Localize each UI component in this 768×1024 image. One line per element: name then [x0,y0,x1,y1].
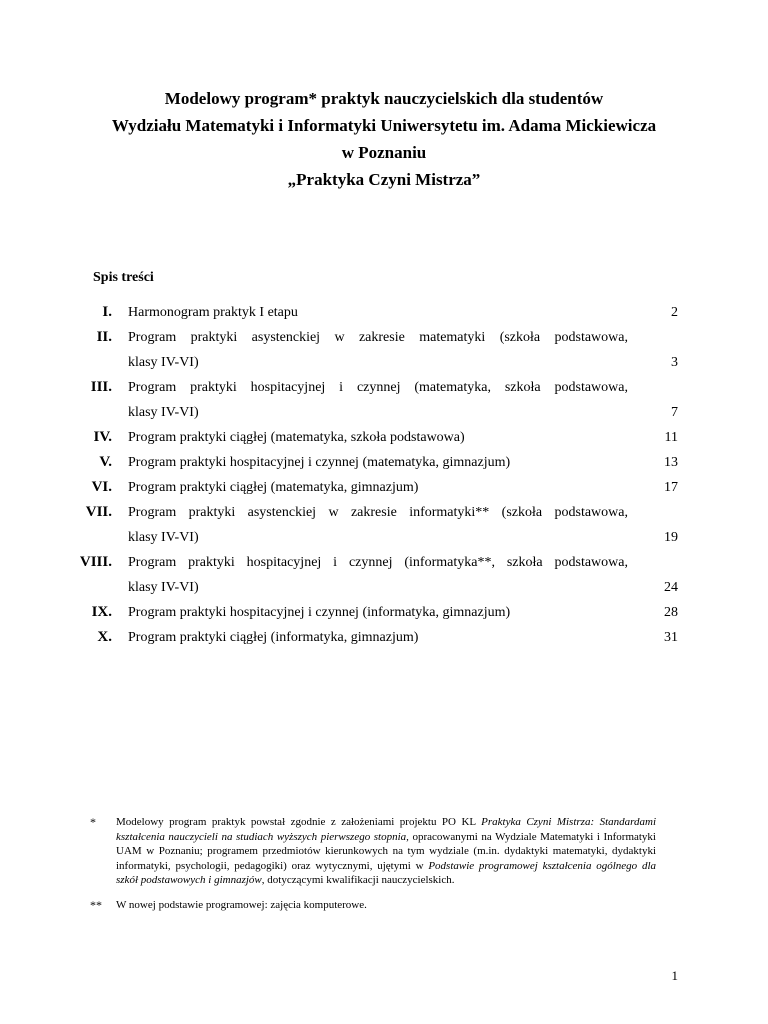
toc-entry-number: VIII. [79,554,112,570]
toc-entry-page: 2 [671,305,678,320]
toc-entry-text [128,500,628,550]
toc-entry-number: III. [90,379,112,395]
toc-entry-line: Program praktyki asystenckiej w zakresie informatyki** (szkoła podstawowa, [128,505,628,520]
footnote-1-italic-2: Podstawie programowej kształcenia ogólnego dla szkół podstawowych i gimnazjów [116,859,656,886]
toc-entry-line: klasy IV-VI) [128,405,199,420]
toc-entry-page: 19 [664,530,678,545]
toc-entry-text [128,300,628,325]
toc-entry-page: 31 [664,630,678,645]
toc-entry-number: I. [102,304,112,320]
title-line-3: w Poznaniu [341,143,427,162]
toc-entry-line: Program praktyki ciągłej (informatyka, gimnazjum) [128,630,419,645]
toc-entry-text [128,325,628,375]
toc-entry-number: X. [97,629,112,645]
toc-entry-text [128,600,628,625]
footnote-1-text [116,815,656,888]
footnote-1-part-1: Modelowy program praktyk powstał zgodnie z założeniami projektu PO KL [116,816,482,828]
toc-entry-line: klasy IV-VI) [128,355,199,370]
toc-entry-number: VII. [85,504,112,520]
toc-entry-line: Program praktyki ciągłej (matematyka, szkoła podstawowa) [128,430,465,445]
toc-entry [60,300,680,325]
toc-entry-page: 11 [664,430,678,445]
title-line-2: Wydziału Matematyki i Informatyki Uniwersytetu im. Adama Mickiewicza [111,116,657,135]
toc-entry-line: Program praktyki hospitacyjnej i czynnej (matematyka, gimnazjum) [128,455,511,470]
toc-entry [60,625,680,650]
toc-entry-line: klasy IV-VI) [128,580,199,595]
toc-entry-text [128,450,628,475]
footnote-2 [90,898,656,913]
toc-entry-page: 13 [664,455,678,470]
page-number: 1 [671,968,678,983]
toc-entry-text [128,475,628,500]
toc-entry-number: V. [99,454,112,470]
toc-entry [60,600,680,625]
toc-entry-text [128,425,628,450]
toc-entry [60,325,680,375]
toc-entry-number: VI. [91,479,112,495]
toc-entry-line: Harmonogram praktyk I etapu [128,305,298,320]
toc-entry [60,500,680,550]
toc-entry-text [128,625,628,650]
toc-entry [60,450,680,475]
toc-entry-line: Program praktyki hospitacyjnej i czynnej (matematyka, szkoła podstawowa, [128,380,628,395]
footnote-1-italic-1: Praktyka Czyni Mistrza: Standardami kształcenia nauczycieli na studiach wyższych pierwszego stopnia, [116,816,657,843]
footnote-1-mark: * [90,815,96,829]
toc-entry-text [128,375,628,425]
toc-entry [60,425,680,450]
toc-entry-line: Program praktyki asystenckiej w zakresie matematyki (szkoła podstawowa, [128,330,628,345]
toc-heading: Spis treści [93,270,154,285]
footnote-1-part-2: opracowanymi na Wydziale Matematyki i Informatyki UAM w Poznaniu; programem przedmiotów kierunkowych na tym wydziale (m.in. dydaktyki matematyki, dydaktyki informatyki, psychologii, pedagogiki) oraz wytycznymi, ujętymi w [116,830,656,872]
toc-entry-page: 24 [664,580,678,595]
toc-entry [60,550,680,600]
table-of-contents [60,300,680,650]
toc-entry-page: 17 [664,480,678,495]
toc-entry-line: Program praktyki hospitacyjnej i czynnej (informatyka, gimnazjum) [128,605,511,620]
toc-entry [60,475,680,500]
document-title [60,85,708,193]
toc-entry-page: 28 [664,605,678,620]
toc-entry-page: 3 [671,355,678,370]
toc-entry-line: Program praktyki hospitacyjnej i czynnej (informatyka**, szkoła podstawowa, [128,555,628,570]
toc-entry [60,375,680,425]
footnote-2-mark: ** [90,897,102,912]
footnote-1 [90,815,656,888]
title-line-1: Modelowy program* praktyk nauczycielskich dla studentów [164,89,604,108]
toc-entry-line: Program praktyki ciągłej (matematyka, gimnazjum) [128,480,419,495]
toc-entry-page: 7 [671,405,678,420]
footnote-2-text: W nowej podstawie programowej: zajęcia komputerowe. [116,898,367,911]
title-line-4: „Praktyka Czyni Mistrza” [287,170,481,189]
toc-entry-number: IX. [91,604,112,620]
toc-entry-line: klasy IV-VI) [128,530,199,545]
footnote-1-part-3: , dotyczącymi kwalifikacji nauczycielskich. [261,874,455,886]
toc-entry-number: IV. [93,429,112,445]
toc-entry-text [128,550,628,600]
footnotes [90,815,656,922]
toc-entry-number: II. [96,329,112,345]
